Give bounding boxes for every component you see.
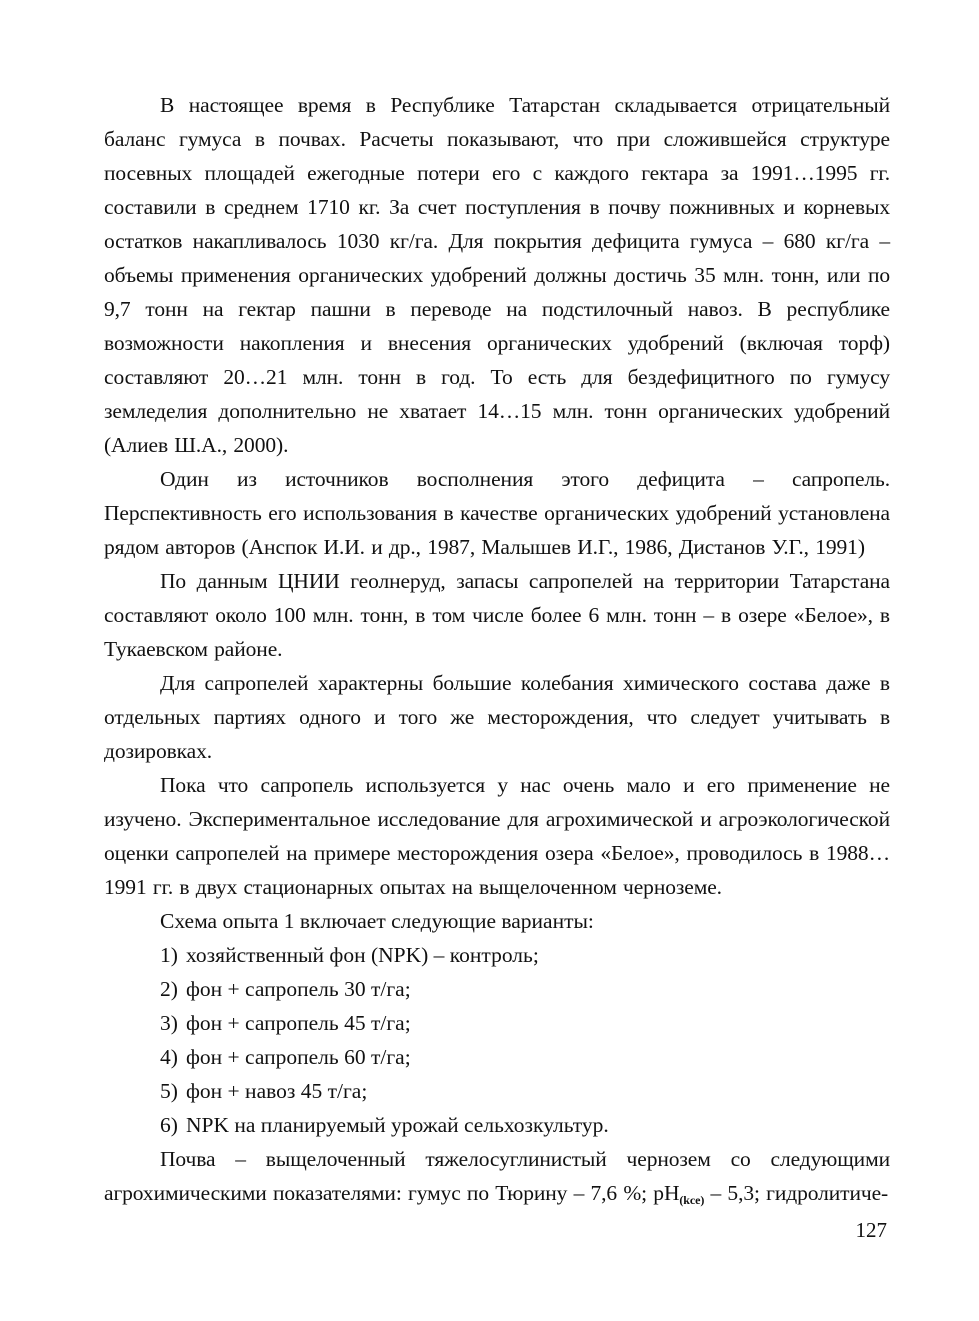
paragraph-soil: Почва – выщелоченный тяжелосуглинистый чернозем со следующими агрохимическими показателями: гумус по Тюрину – 7,6 %; $pH_{(kce)} - 5,3$; гидролитиче- [104, 1147, 890, 1207]
variants-list [104, 938, 890, 1142]
ph-subscript: (kce) [679, 1193, 705, 1207]
page-body [104, 88, 890, 1217]
list-intro: Схема опыта 1 включает следующие варианты: [160, 909, 594, 933]
paragraph-sapropel-source: Один из источников восполнения этого дефицита – сапропель. Перспективность его использования в качестве органических удобрений установлена рядом авторов (Анспок И.И. и др., 1987, Малышев И.Г., 1986, Дистанов У.Г., 1991) [104, 467, 890, 559]
page-number: 127 [855, 1218, 887, 1242]
list-item: 5) фон + навоз 45 т/га; [160, 1079, 368, 1103]
list-item: 6) NPK на планируемый урожай сельхозкультур. [160, 1113, 609, 1137]
list-item: 4) фон + сапропель 60 т/га; [160, 1045, 411, 1069]
paragraph-sapropel-reserves: По данным ЦНИИ геолнеруд, запасы сапропелей на территории Татарстана составляют около 100 млн. тонн, в том числе более 6 млн. тонн – в озере «Белое», в Тукаевском районе. [104, 569, 890, 661]
list-item: 3) фон + сапропель 45 т/га; [160, 1011, 411, 1035]
paragraph-experiment: Пока что сапропель используется у нас очень мало и его применение не изучено. Экспериментальное исследование для агрохимической и агроэкологической оценки сапропелей на примере месторождения озера «Белое», проводилось в 1988…1991 гг. в двух стационарных опытах на выщелоченном черноземе. [104, 773, 890, 899]
paragraph-humus-balance: В настоящее время в Республике Татарстан складывается отрицательный баланс гумуса в почвах. Расчеты показывают, что при сложившейся структуре посевных площадей ежегодные потери его с каждого гектара за 1991…1995 гг. составили в среднем 1710 кг. За счет поступления в почву пожнивных и корневых остатков накапливалось 1030 кг/га. Для покрытия дефицита гумуса – 680 кг/га – объемы применения органических удобрений должны достичь 35 млн. тонн, или по 9,7 тонн на гектар пашни в переводе на подстилочный навоз. В республике возможности накопления и внесения органических удобрений (включая торф) составляют 20…21 млн. тонн в год. То есть для бездефицитного по гумусу земледелия дополнительно не хватает 14…15 млн. тонн органических удобрений (Алиев Ш.А., 2000). [104, 93, 890, 457]
paragraph-chemical-composition: Для сапропелей характерны большие колебания химического состава даже в отдельных партиях одного и того же месторождения, что следует учитывать в дозировках. [104, 671, 890, 763]
list-item: 2) фон + сапропель 30 т/га; [160, 977, 411, 1001]
list-item: 1) хозяйственный фон (NPK) – контроль; [160, 943, 539, 967]
